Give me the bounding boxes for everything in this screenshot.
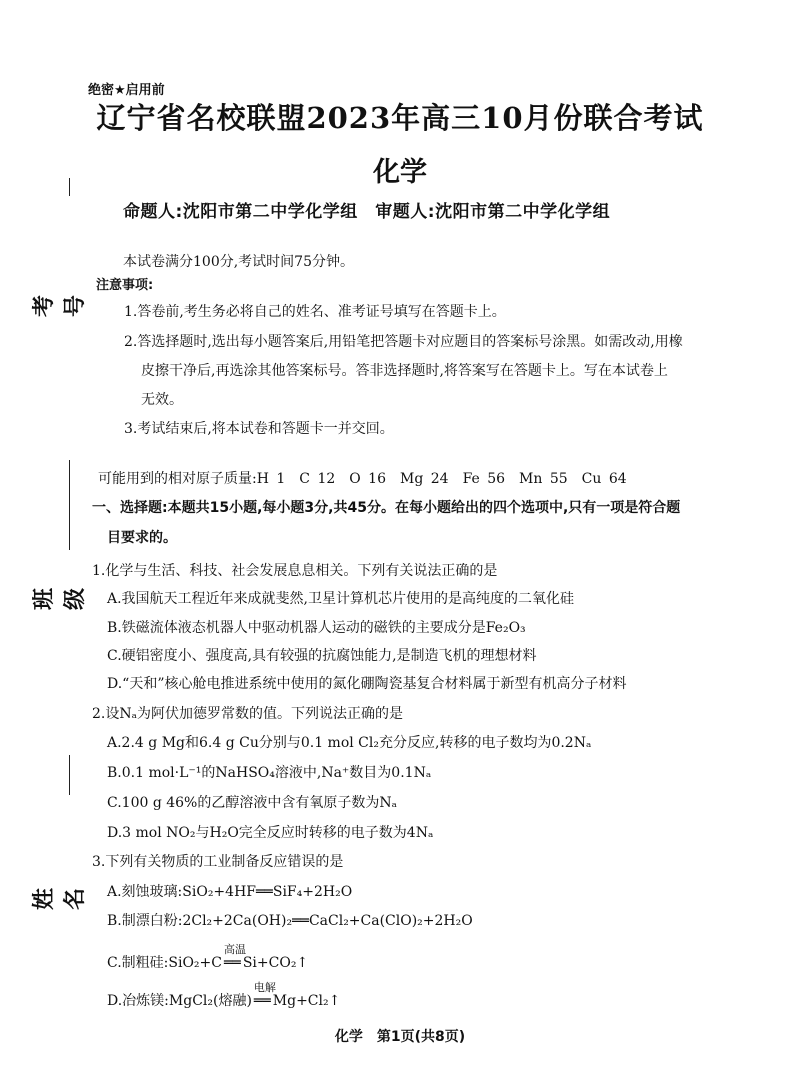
option-c-reactants: C.制粗硅:SiO₂+C <box>107 955 222 971</box>
note-2-line-2: 皮擦干净后,再选涂其他答案标号。答非选择题时,将答案写在答题卡上。写在本试卷上 <box>141 363 668 379</box>
question-3-option-a: A.刻蚀玻璃:SiO₂+4HF══SiF₄+2H₂O <box>107 884 353 900</box>
page-footer: 化学 第1页(共8页) <box>334 1029 466 1045</box>
subject-title: 化学 <box>373 157 427 188</box>
question-3-stem: 3.下列有关物质的工业制备反应错误的是 <box>92 854 344 870</box>
atomic-masses: 可能用到的相对原子质量:H 1 C 12 O 16 Mg 24 Fe 56 Mn 55 Cu 64 <box>98 471 627 487</box>
class-label: 班级 <box>32 588 88 611</box>
note-2-line-1: 2.答选择题时,选出每小题答案后,用铅笔把答题卡对应题目的答案标号涂黑。如需改动,用橡 <box>124 334 683 350</box>
question-3-option-b: B.制漂白粉:2Cl₂+2Ca(OH)₂══CaCl₂+Ca(ClO)₂+2H₂O <box>107 913 473 929</box>
question-1-stem: 1.化学与生活、科技、社会发展息息相关。下列有关说法正确的是 <box>92 563 498 579</box>
exam-number-line <box>69 460 70 550</box>
notes-title: 注意事项: <box>96 278 154 293</box>
note-2-line-3: 无效。 <box>141 392 183 408</box>
exam-number-label: 考号 <box>32 295 88 318</box>
question-2-option-d: D.3 mol NO₂与H₂O完全反应时转移的电子数为4Nₐ <box>107 825 434 841</box>
score-time-info: 本试卷满分100分,考试时间75分钟。 <box>123 254 354 270</box>
name-label: 姓名 <box>32 888 88 911</box>
condition-d-label: 电解 <box>253 981 276 994</box>
question-1-option-c: C.硬铝密度小、强度高,具有较强的抗腐蚀能力,是制造飞机的理想材料 <box>107 648 537 664</box>
note-3: 3.考试结束后,将本试卷和答题卡一并交回。 <box>124 421 394 437</box>
authors-line: 命题人:沈阳市第二中学化学组 审题人:沈阳市第二中学化学组 <box>123 202 611 222</box>
option-d-reactants: D.冶炼镁:MgCl₂(熔融) <box>107 993 252 1009</box>
question-3-option-c <box>107 943 309 972</box>
class-line <box>69 755 70 795</box>
question-2-option-a: A.2.4 g Mg和6.4 g Cu分别与0.1 mol Cl₂充分反应,转移的电子数均为0.2Nₐ <box>107 735 592 751</box>
question-3-option-d <box>107 981 341 1010</box>
reaction-condition-c <box>223 943 246 971</box>
question-1-option-a: A.我国航天工程近年来成就斐然,卫星计算机芯片使用的是高纯度的二氧化硅 <box>107 591 575 607</box>
question-2-option-b: B.0.1 mol·L⁻¹的NaHSO₄溶液中,Na⁺数目为0.1Nₐ <box>107 765 432 781</box>
reaction-condition-d <box>253 981 276 1009</box>
question-1-option-d: D.“天和”核心舱电推进系统中使用的氮化硼陶瓷基复合材料属于新型有机高分子材料 <box>107 676 627 692</box>
section-1-line-1: 一、选择题:本题共15小题,每小题3分,共45分。在每小题给出的四个选项中,只有一项是符合题 <box>92 500 681 516</box>
condition-c-arrow: ══ <box>223 955 241 971</box>
question-1-option-b: B.铁磁流体液态机器人中驱动机器人运动的磁铁的主要成分是Fe₂O₃ <box>107 620 526 636</box>
confidential-mark: 绝密★启用前 <box>88 83 165 98</box>
option-d-products: Mg+Cl₂↑ <box>272 993 341 1009</box>
note-1: 1.答卷前,考生务必将自己的姓名、准考证号填写在答题卡上。 <box>124 304 506 320</box>
option-c-products: Si+CO₂↑ <box>242 955 309 971</box>
question-2-stem: 2.设Nₐ为阿伏加德罗常数的值。下列说法正确的是 <box>92 706 404 722</box>
condition-d-arrow: ══ <box>253 993 271 1009</box>
question-2-option-c: C.100 g 46%的乙醇溶液中含有氧原子数为Nₐ <box>107 795 398 811</box>
exam-title: 辽宁省名校联盟2023年高三10月份联合考试 <box>96 101 704 135</box>
section-1-line-2: 目要求的。 <box>107 530 177 546</box>
condition-c-label: 高温 <box>223 943 246 956</box>
